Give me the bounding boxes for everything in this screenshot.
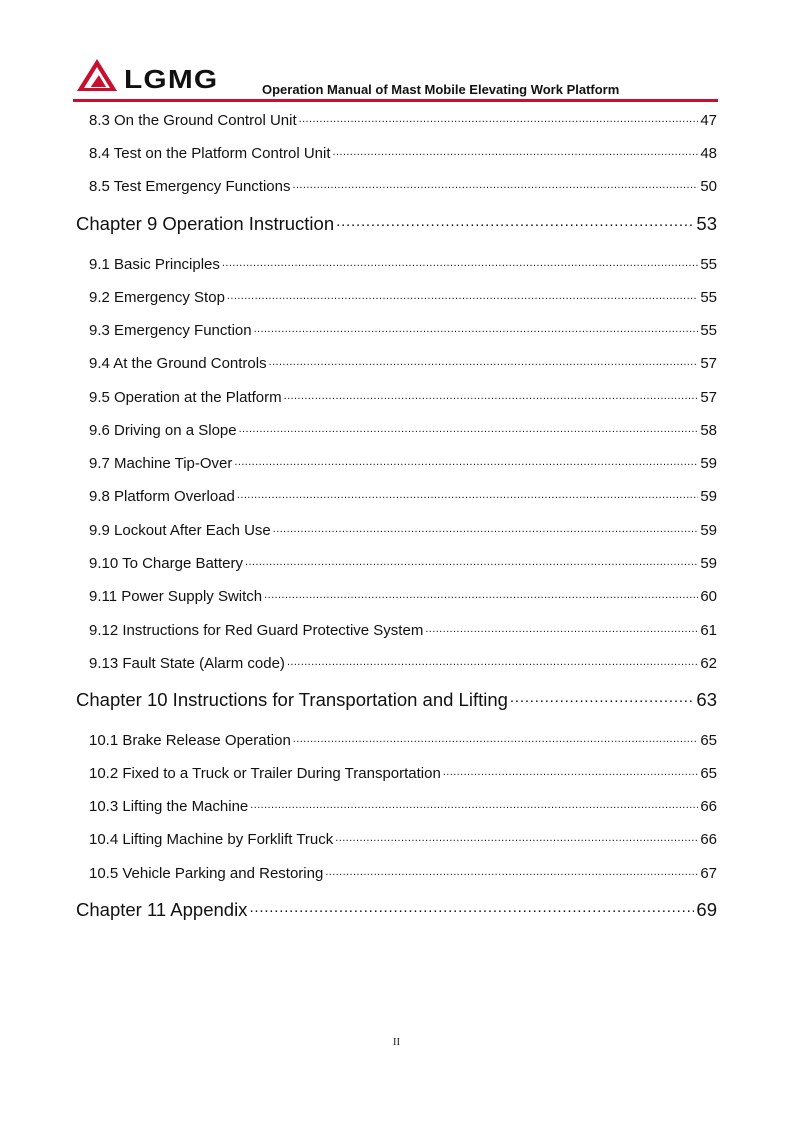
toc-section-entry[interactable] xyxy=(89,353,717,372)
toc-section-entry[interactable] xyxy=(89,453,717,472)
toc-dot-leader xyxy=(299,110,699,125)
toc-section-entry[interactable] xyxy=(89,520,717,539)
toc-section-entry[interactable] xyxy=(89,176,717,195)
logo-text: LGMG xyxy=(124,64,219,94)
toc-section-entry[interactable] xyxy=(89,796,717,815)
toc-entry-page: 59 xyxy=(700,555,717,572)
toc-entry-page: 57 xyxy=(700,389,717,406)
toc-dot-leader xyxy=(335,829,698,844)
toc-entry-page: 55 xyxy=(700,322,717,339)
toc-dot-leader xyxy=(227,287,698,302)
toc-section-entry[interactable] xyxy=(89,420,717,439)
toc-section-entry[interactable] xyxy=(89,653,717,672)
page-number: II xyxy=(392,1036,401,1048)
toc-dot-leader xyxy=(254,320,699,335)
toc-dot-leader xyxy=(443,763,698,778)
toc-entry-title: Chapter 9 Operation Instruction xyxy=(76,212,335,234)
page-header xyxy=(0,0,793,110)
toc-entry-page: 65 xyxy=(700,732,717,749)
lgmg-logo-mark-icon xyxy=(76,58,118,92)
toc-dot-leader xyxy=(287,653,698,668)
toc-chapter-entry[interactable] xyxy=(76,897,717,921)
toc-section-entry[interactable] xyxy=(89,320,717,339)
toc-entry-title: 9.4 At the Ground Controls xyxy=(89,355,267,372)
toc-dot-leader xyxy=(293,730,699,745)
toc-entry-title: 9.11 Power Supply Switch xyxy=(89,588,263,605)
toc-entry-page: 66 xyxy=(700,798,717,815)
toc-entry-page: 61 xyxy=(700,622,717,639)
toc-dot-leader xyxy=(284,387,699,402)
toc-entry-title: 10.2 Fixed to a Truck or Trailer During Transportation xyxy=(89,765,441,782)
toc-dot-leader xyxy=(293,176,699,191)
toc-dot-leader xyxy=(249,897,694,916)
toc-entry-title: 9.2 Emergency Stop xyxy=(89,289,225,306)
toc-dot-leader xyxy=(245,553,698,568)
toc-entry-title: 9.1 Basic Principles xyxy=(89,256,220,273)
header-divider xyxy=(73,99,718,102)
toc-dot-leader xyxy=(222,254,698,269)
toc-section-entry[interactable] xyxy=(89,829,717,848)
toc-section-entry[interactable] xyxy=(89,110,717,129)
toc-entry-page: 53 xyxy=(696,212,717,234)
toc-dot-leader xyxy=(325,863,698,878)
toc-dot-leader xyxy=(425,620,698,635)
toc-entry-title: 10.3 Lifting the Machine xyxy=(89,798,249,815)
toc-dot-leader xyxy=(269,353,699,368)
toc-chapter-entry[interactable] xyxy=(76,687,717,711)
toc-section-entry[interactable] xyxy=(89,486,717,505)
toc-entry-title: 9.5 Operation at the Platform xyxy=(89,389,282,406)
toc-section-entry[interactable] xyxy=(89,730,717,749)
toc-entry-title: 9.6 Driving on a Slope xyxy=(89,422,237,439)
lgmg-logo xyxy=(76,58,219,94)
toc-section-entry[interactable] xyxy=(89,387,717,406)
toc-entry-page: 62 xyxy=(700,655,717,672)
toc-dot-leader xyxy=(237,486,698,501)
toc-section-entry[interactable] xyxy=(89,586,717,605)
toc-entry-page: 47 xyxy=(700,112,717,129)
toc-entry-title: 9.13 Fault State (Alarm code) xyxy=(89,655,285,672)
toc-entry-title: 9.9 Lockout After Each Use xyxy=(89,522,271,539)
toc-section-entry[interactable] xyxy=(89,287,717,306)
toc-entry-title: 8.4 Test on the Platform Control Unit xyxy=(89,145,331,162)
toc-entry-page: 59 xyxy=(700,522,717,539)
toc-entry-title: 8.3 On the Ground Control Unit xyxy=(89,112,297,129)
toc-dot-leader xyxy=(250,796,698,811)
toc-entry-page: 48 xyxy=(700,145,717,162)
toc-dot-leader xyxy=(264,586,698,601)
toc-entry-page: 59 xyxy=(700,488,717,505)
toc-entry-title: Chapter 10 Instructions for Transportation and Lifting xyxy=(76,688,508,710)
toc-entry-title: 9.7 Machine Tip-Over xyxy=(89,455,233,472)
toc-dot-leader xyxy=(273,520,699,535)
toc-entry-title: 10.1 Brake Release Operation xyxy=(89,732,291,749)
toc-entry-page: 65 xyxy=(700,765,717,782)
toc-section-entry[interactable] xyxy=(89,763,717,782)
toc-entry-page: 50 xyxy=(700,178,717,195)
toc-entry-page: 57 xyxy=(700,355,717,372)
toc-entry-page: 59 xyxy=(700,455,717,472)
toc-entry-page: 69 xyxy=(696,898,717,920)
toc-dot-leader xyxy=(510,687,695,706)
toc-entry-title: 9.3 Emergency Function xyxy=(89,322,252,339)
toc-section-entry[interactable] xyxy=(89,863,717,882)
toc-entry-page: 55 xyxy=(700,256,717,273)
toc-dot-leader xyxy=(336,211,694,230)
toc-entry-title: 8.5 Test Emergency Functions xyxy=(89,178,291,195)
toc-entry-title: 9.10 To Charge Battery xyxy=(89,555,243,572)
toc-section-entry[interactable] xyxy=(89,553,717,572)
toc-entry-page: 67 xyxy=(700,865,717,882)
toc-dot-leader xyxy=(333,143,699,158)
toc-dot-leader xyxy=(234,453,698,468)
toc-entry-title: 9.8 Platform Overload xyxy=(89,488,235,505)
toc-entry-page: 63 xyxy=(696,688,717,710)
toc-entry-page: 58 xyxy=(700,422,717,439)
toc-section-entry[interactable] xyxy=(89,620,717,639)
toc-entry-page: 66 xyxy=(700,831,717,848)
toc-section-entry[interactable] xyxy=(89,254,717,273)
toc-entry-page: 55 xyxy=(700,289,717,306)
toc-entry-title: 9.12 Instructions for Red Guard Protective System xyxy=(89,622,424,639)
toc-dot-leader xyxy=(239,420,699,435)
document-title: Operation Manual of Mast Mobile Elevating Work Platform xyxy=(262,82,620,97)
toc-chapter-entry[interactable] xyxy=(76,211,717,235)
toc-entry-title: Chapter 11 Appendix xyxy=(76,898,248,920)
toc-section-entry[interactable] xyxy=(89,143,717,162)
toc-entry-page: 60 xyxy=(700,588,717,605)
toc-entry-title: 10.4 Lifting Machine by Forklift Truck xyxy=(89,831,334,848)
toc-entry-title: 10.5 Vehicle Parking and Restoring xyxy=(89,865,324,882)
